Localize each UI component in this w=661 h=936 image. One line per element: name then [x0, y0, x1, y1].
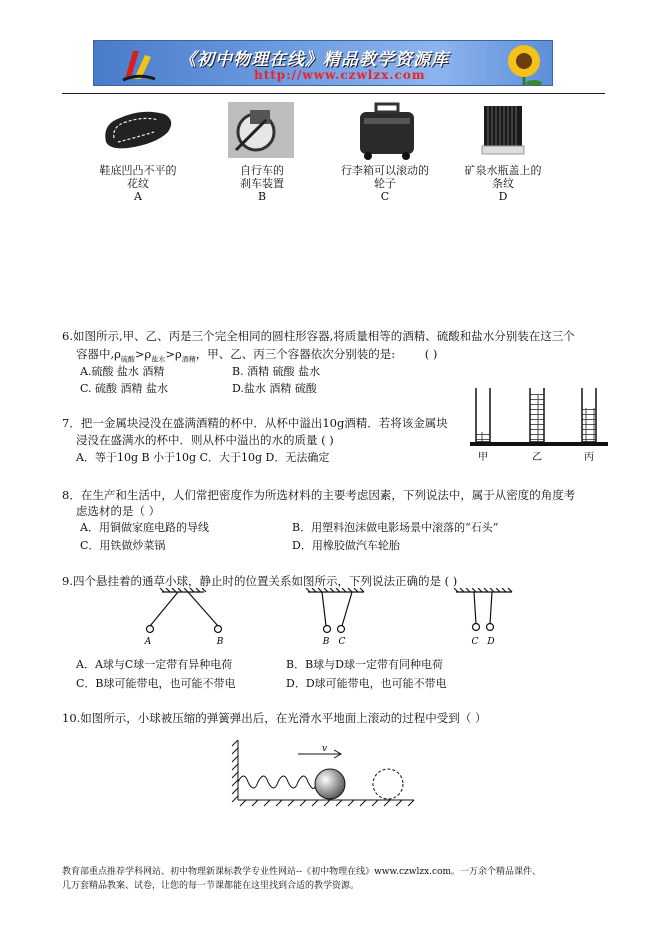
q9-option-b[interactable]: B．B球与D球一定带有同种电荷 [286, 658, 443, 671]
spring-ball-diagram [230, 740, 416, 810]
q7-stem-line1: 7．把一金属块浸没在盛满酒精的杯中．从杯中溢出10g酒精．若将该金属块 [62, 416, 448, 430]
q6-option-b[interactable]: B. 酒精 硫酸 盐水 [232, 365, 321, 378]
q9-option-c[interactable]: C．B球可能带电，也可能不带电 [76, 677, 236, 690]
container-label-bing: 丙 [584, 452, 594, 463]
container-label-yi: 乙 [532, 452, 542, 463]
bicycle-brake-image [226, 100, 296, 160]
hanging-balls-diagram [138, 588, 528, 650]
bottle-cap-image [478, 102, 528, 158]
container-label-jia: 甲 [478, 452, 488, 463]
ball-label-d: D [487, 637, 495, 647]
sunflower-icon [494, 41, 553, 86]
q6-answer-bracket[interactable]: ( ) [424, 347, 438, 361]
figure-a-caption: 鞋底凹凸不平的 花纹 A [99, 164, 177, 203]
figure-d-caption: 矿泉水瓶盖上的 条纹 D [464, 164, 542, 203]
q10-stem: 10.如图所示，小球被压缩的弹簧弹出后，在光滑水平地面上滚动的过程中受到（ ） [62, 711, 487, 725]
figure-b-caption: 自行车的 刹车装置 B [240, 164, 284, 203]
logo-icon [119, 45, 159, 83]
ball-label-a: A [144, 637, 152, 647]
q8-stem-line2: 虑选材的是（ ） [76, 504, 161, 518]
q8-option-b[interactable]: B．用塑料泡沫做电影场景中滚落的“石头” [292, 521, 499, 534]
ball-label-b1: B [216, 637, 224, 647]
banner-title: 《初中物理在线》精品教学资源库 [179, 50, 449, 70]
ball-label-b2: B [322, 637, 330, 647]
luggage-image [352, 100, 422, 162]
ball-icon [315, 769, 345, 799]
figure-c-caption: 行李箱可以滚动的 轮子 C [341, 164, 429, 203]
ball-label-c2: C [471, 637, 479, 647]
q8-option-d[interactable]: D．用橡胶做汽车轮胎 [292, 539, 400, 552]
q8-stem-line1: 8．在生产和生活中，人们常把密度作为所选材料的主要考虑因素，下列说法中，属于从密度的角度考 [62, 488, 576, 502]
q9-option-a[interactable]: A．A球与C球一定带有异种电荷 [76, 658, 233, 671]
q7-stem-line2: 浸没在盛满水的杯中．则从杯中溢出的水的质量 ( ) [76, 433, 334, 447]
q6-option-a[interactable]: A.硫酸 盐水 酒精 [80, 365, 165, 378]
footer-line1: 教育部重点推荐学科网站、初中物理新课标教学专业性网站--《初中物理在线》www.czwlzx.com。一万余个精品课件、 [62, 867, 542, 877]
q6-stem-line1: 6.如图所示,甲、乙、丙是三个完全相同的圆柱形容器,将质量相等的酒精、硫酸和盐水分别装在这三个 [62, 329, 575, 343]
header-banner [93, 40, 553, 86]
q6-option-d[interactable]: D.盐水 酒精 硫酸 [232, 382, 317, 395]
q9-option-d[interactable]: D．D球可能带电，也可能不带电 [286, 677, 447, 690]
banner-url[interactable]: http://www.czwlzx.com [254, 68, 426, 82]
q6-option-c[interactable]: C. 硫酸 酒精 盐水 [80, 382, 169, 395]
q9-stem: 9.四个悬挂着的通草小球，静止时的位置关系如图所示，下列说法正确的是 ( ) [62, 574, 458, 588]
header-rule [62, 93, 605, 94]
q7-options[interactable]: A．等于10g B 小于10g C．大于10g D．无法确定 [76, 451, 330, 464]
q8-option-a[interactable]: A．用铜做家庭电路的导线 [80, 521, 209, 534]
ball-label-c1: C [338, 637, 346, 647]
footer-line2: 几万套精品教案、试卷，让您的每一节课都能在这里找到合适的教学资源。 [62, 881, 360, 891]
containers-diagram [470, 380, 610, 466]
q6-stem-line2: 容器中$,\rho_{硫酸}>\rho_{盐水}>\rho_{酒精}$，甲、乙、丙三个容器依次分别装的是: ( ) [76, 347, 438, 364]
velocity-label: v [322, 744, 328, 754]
shoe-sole-image [98, 104, 178, 154]
q8-option-c[interactable]: C．用铁做炒菜锅 [80, 539, 166, 552]
